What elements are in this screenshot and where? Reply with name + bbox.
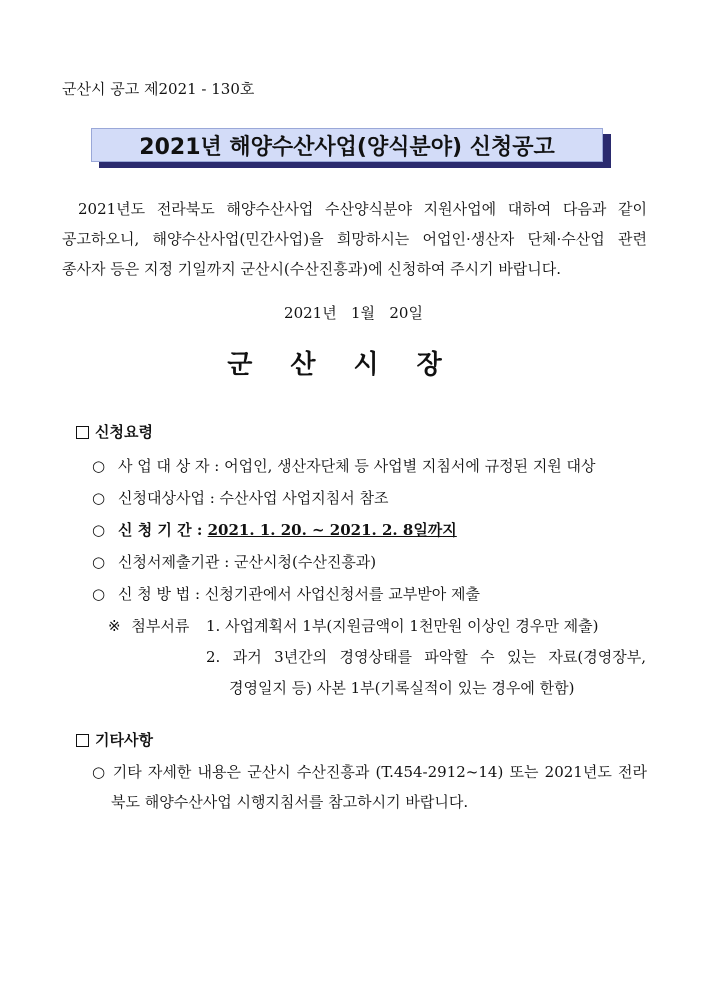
notice-number: 군산시 공고 제2021 - 130호 [62, 80, 255, 98]
reference-mark: ※ [108, 617, 121, 635]
title-box [91, 128, 611, 166]
intro-line-3: 종사자 등은 지정 기일까지 군산시(수산진흥과)에 신청하여 주시기 바랍니다. [62, 260, 562, 278]
list-item-office: ○ 신청서제출기관 : 군산시청(수산진흥과) [92, 553, 377, 571]
section-heading-other [76, 729, 153, 750]
list-item-target: ○ 사 업 대 상 자 : 어업인, 생산자단체 등 사업별 지침서에 규정된 지원 대상 [92, 457, 596, 475]
bullet-circle-icon: ○ [92, 489, 106, 507]
other-line-1: ○ 기타 자세한 내용은 군산시 수산진흥과 (T.454-2912~14) 또는 2021년도 전라 [92, 763, 647, 781]
attachment-item-2-line-1: 2. 과거 3년간의 경영상태를 파악할 수 있는 자료(경영장부, [206, 648, 646, 666]
section-heading-text: 기타사항 [95, 731, 153, 749]
item-label: 사 업 대 상 자 [118, 457, 210, 475]
item-label: 신 청 기 간 [118, 521, 192, 539]
attachment-item-1: 1. 사업계획서 1부(지원금액이 1천만원 이상인 경우만 제출) [206, 617, 599, 635]
issuer-name: 군산시장 [227, 350, 480, 380]
item-value: 어업인, 생산자단체 등 사업별 지침서에 규정된 지원 대상 [224, 457, 596, 475]
checkbox-icon [76, 426, 89, 439]
list-item-period: ○ 신 청 기 간 : 2021. 1. 20. ~ 2021. 2. 8일까지 [92, 521, 457, 539]
list-item-business: ○ 신청대상사업 : 수산사업 사업지침서 참조 [92, 489, 389, 507]
bullet-circle-icon: ○ [92, 553, 106, 571]
item-label: 신청서제출기관 [118, 553, 220, 571]
intro-paragraph [62, 194, 647, 284]
checkbox-icon [76, 734, 89, 747]
bullet-circle-icon: ○ [92, 585, 106, 603]
attachments-label: 첨부서류 [131, 617, 190, 635]
item-value: 군산시청(수산진흥과) [234, 553, 377, 571]
section-heading-text: 신청요령 [95, 423, 153, 441]
intro-line-1: 2021년도 전라북도 해양수산사업 수산양식분야 지원사업에 대하여 다음과 같이 [78, 200, 647, 218]
intro-line-2: 공고하오니, 해양수산사업(민간사업)을 희망하시는 어업인·생산자 단체·수산업 관련 [62, 230, 647, 248]
other-line-2: 북도 해양수산사업 시행지침서를 참고하시기 바랍니다. [111, 793, 469, 811]
item-label: 신 청 방 법 [118, 585, 191, 603]
page-title: 2021년 해양수산사업(양식분야) 신청공고 [91, 128, 603, 162]
bullet-circle-icon: ○ [92, 521, 106, 539]
attachments-line-1 [108, 615, 599, 636]
section-heading-apply [76, 421, 153, 442]
bullet-circle-icon: ○ [92, 457, 106, 475]
item-value: 신청기관에서 사업신청서를 교부받아 제출 [204, 585, 480, 603]
item-value: 수산사업 사업지침서 참조 [219, 489, 389, 507]
item-value: 2021. 1. 20. ~ 2021. 2. 8일까지 [207, 521, 457, 539]
attachment-item-2-line-2: 경영일지 등) 사본 1부(기록실적이 있는 경우에 한함) [229, 679, 575, 697]
notice-date: 2021년 1월 20일 [284, 304, 423, 322]
item-label: 신청대상사업 [118, 489, 205, 507]
list-item-method: ○ 신 청 방 법 : 신청기관에서 사업신청서를 교부받아 제출 [92, 585, 480, 603]
